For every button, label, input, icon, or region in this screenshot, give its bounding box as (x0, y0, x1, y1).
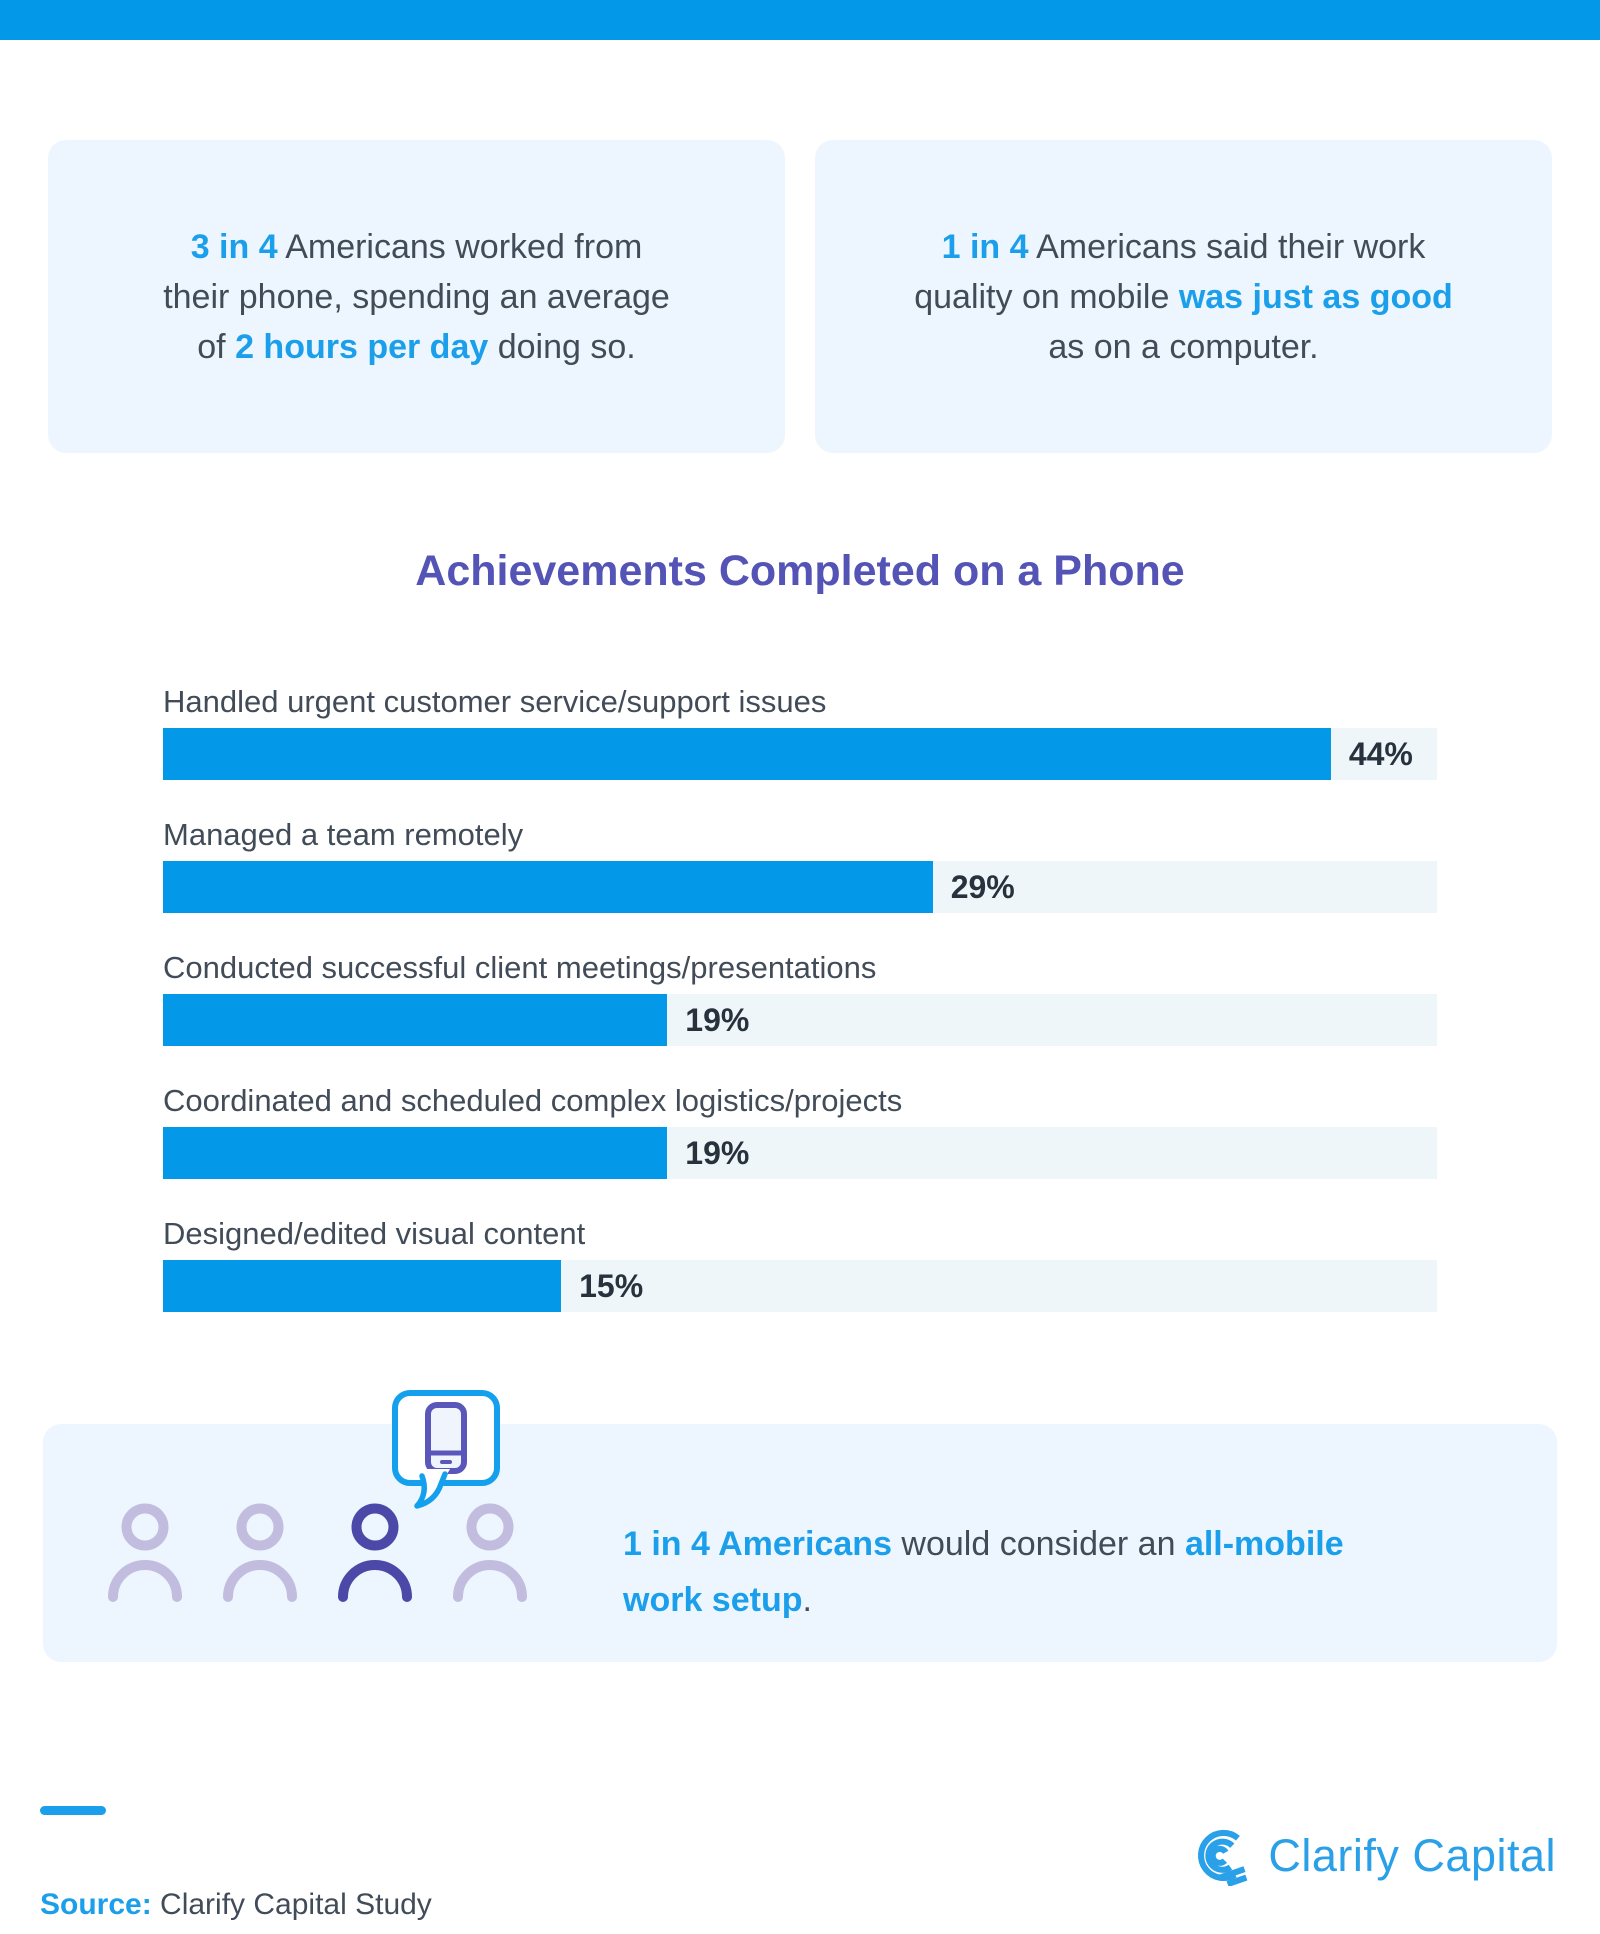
footer-divider (40, 1806, 106, 1815)
stat-cards-row (0, 140, 1600, 453)
person-icon (452, 1500, 528, 1602)
top-accent-bar (0, 0, 1600, 40)
bar-fill (163, 728, 1331, 780)
panel-plain-text: . (802, 1581, 812, 1619)
bar-fill (163, 1127, 667, 1179)
bar-category-label: Handled urgent customer service/support issues (163, 684, 827, 719)
chart-row (163, 816, 1437, 913)
panel-highlight: all-mobile (1184, 1525, 1344, 1563)
stat-card-text (163, 222, 670, 372)
bar-value-label: 19% (685, 1001, 750, 1038)
logo-wordmark: Clarify Capital (1268, 1830, 1556, 1881)
bar-category-label: Managed a team remotely (163, 817, 524, 852)
source-label: Source: (40, 1888, 152, 1921)
source-line (40, 1888, 432, 1922)
source-text: Clarify Capital Study (151, 1888, 432, 1921)
stat-text: Americans said their work (1028, 227, 1426, 266)
bar-value-label: 15% (579, 1267, 644, 1304)
bar-track (163, 861, 1437, 913)
panel-text (623, 1516, 1344, 1628)
stat-text: doing so. (488, 327, 636, 366)
person-icon (107, 1500, 183, 1602)
clarify-capital-logo-icon (1192, 1826, 1252, 1886)
chart-row (163, 949, 1437, 1046)
stat-text: as on a computer. (1048, 327, 1319, 366)
chart-title: Achievements Completed on a Phone (415, 547, 1185, 595)
stat-card-text (914, 222, 1453, 372)
panel-highlight: work setup (623, 1581, 803, 1619)
stat-text: of (197, 327, 236, 366)
bar-track (163, 994, 1437, 1046)
stat-text: quality on mobile (914, 277, 1179, 316)
bar-chart (163, 683, 1437, 1312)
stat-text: their phone, spending an average (163, 277, 670, 316)
panel-plain-text: would consider an (891, 1525, 1185, 1563)
bar-track (163, 728, 1437, 780)
stat-card-work-quality (815, 140, 1552, 453)
phone-icon (424, 1402, 468, 1474)
bar-category-label: Conducted successful client meetings/presentations (163, 950, 877, 985)
bar-fill (163, 994, 667, 1046)
stat-highlight: 1 in 4 (941, 227, 1029, 266)
stat-highlight: 2 hours per day (235, 327, 489, 366)
chart-row (163, 1082, 1437, 1179)
speech-bubble-tail (412, 1469, 456, 1511)
bar-category-label: Coordinated and scheduled complex logistics/projects (163, 1083, 903, 1118)
stat-text: Americans worked from (277, 227, 643, 266)
chart-row (163, 683, 1437, 780)
chart-row (163, 1215, 1437, 1312)
stat-highlight: was just as good (1178, 277, 1453, 316)
speech-bubble (392, 1390, 500, 1486)
person-icon-highlighted (337, 1500, 413, 1602)
bar-value-label: 19% (685, 1134, 750, 1171)
person-icon (222, 1500, 298, 1602)
stat-highlight: 3 in 4 (190, 227, 278, 266)
bar-category-label: Designed/edited visual content (163, 1216, 586, 1251)
bar-track (163, 1127, 1437, 1179)
bar-fill (163, 861, 933, 913)
stat-card-worked-from-phone (48, 140, 785, 453)
panel-highlight: 1 in 4 Americans (623, 1525, 892, 1563)
clarify-capital-logo (1192, 1826, 1556, 1886)
bar-fill (163, 1260, 561, 1312)
bar-value-label: 44% (1348, 735, 1413, 772)
all-mobile-callout-panel (43, 1424, 1557, 1662)
bar-track (163, 1260, 1437, 1312)
people-figure (107, 1500, 528, 1602)
bar-value-label: 29% (950, 868, 1015, 905)
